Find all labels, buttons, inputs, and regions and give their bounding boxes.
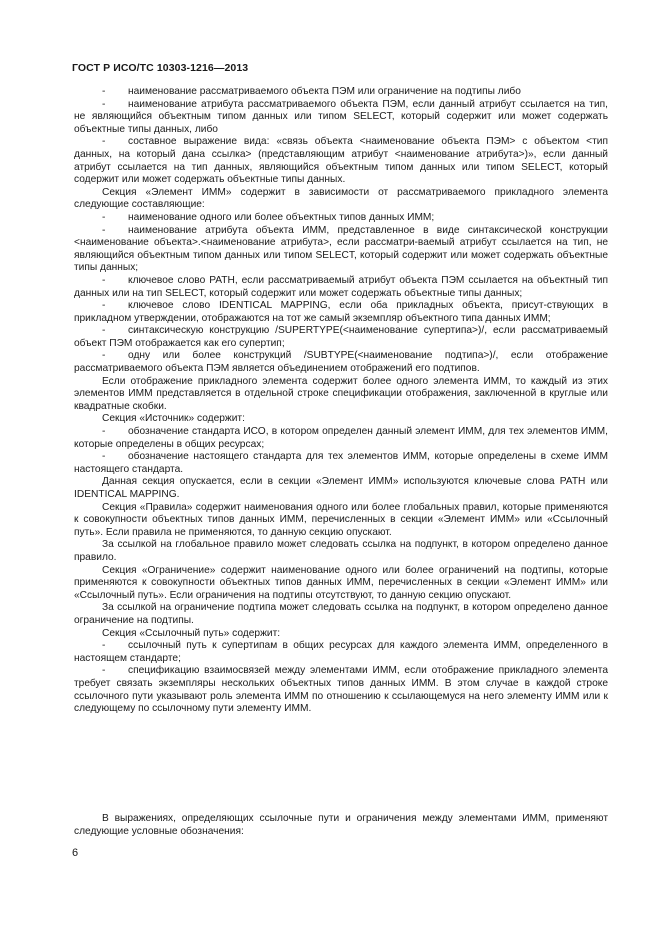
- list-item: - обозначение настоящего стандарта для тех элементов ИММ, которые определены в схеме ИММ настоящего стандарта.: [74, 451, 608, 475]
- paragraph: Секция «Правила» содержит наименования одного или более глобальных правил, которые применяются к совокупности объектных типов данных ИММ, перечисленных в секции «Элемент ИММ» или «Ссылочный путь». Если правила не применяются, то данную секцию опускают.: [74, 501, 608, 538]
- paragraph: Секция «Ссылочный путь» содержит:: [102, 627, 281, 639]
- paragraph: Секция «Элемент ИММ» содержит в зависимости от рассматриваемого прикладного элемента следующие составляющие:: [74, 186, 608, 211]
- list-item: - синтаксическую конструкцию /SUPERTYPE(<наименование супертипа>)/, если рассматриваемый объект ПЭМ отображается как его супертип;: [74, 325, 608, 349]
- list-item: - ключевое слово IDENTICAL MAPPING, если оба прикладных объекта, присут-ствующих в прикладном утверждении, отображаются на тот же самый экземпляр объектного типа данных ИММ;: [74, 300, 608, 324]
- document-header: ГОСТ Р ИСО/ТС 10303-1216—2013: [72, 62, 249, 74]
- page-number: 6: [72, 847, 79, 859]
- list-item: - одну или более конструкций /SUBTYPE(<наименование подтипа>)/, если отображение рассматриваемого объекта ПЭМ является объединением отображений его подтипов.: [74, 350, 608, 375]
- list-item: - наименование атрибута рассматриваемого объекта ПЭМ, если данный атрибут ссылается на тип, не являющийся объектным типом данных или типом SELECT, который содержит или может содержать объектные типы данных, либо: [74, 98, 608, 135]
- list-item: - наименование одного или более объектных типов данных ИММ;: [102, 211, 435, 223]
- list-item: - составное выражение вида: «связь объекта <наименование объекта ПЭМ> с объектом <тип данных, на который дана ссылка> (представляющим атрибут <наименование атрибута>)», если данный атрибут ссылается на тип данных, являющийся объектным типом данных или типом SELECT, который содержит или может содержать объектные типы данных.: [74, 136, 608, 186]
- paragraph: Данная секция опускается, если в секции «Элемент ИММ» используются ключевые слова PATH или IDENTICAL MAPPING.: [74, 476, 608, 500]
- paragraph: За ссылкой на ограничение подтипа может следовать ссылка на подпункт, в котором определено данное ограничение на подтипы.: [74, 602, 608, 626]
- main-text: [74, 86, 608, 716]
- paragraph: В выражениях, определяющих ссылочные пути и ограничения между элементами ИММ, применяют следующие условные обозначения:: [74, 813, 608, 837]
- list-item: - спецификацию взаимосвязей между элементами ИММ, если отображение прикладного элемента требует связать экземпляры нескольких объектных типов данных ИММ. В этом случае в каждой строке ссылочного пути указывают роль элемента ИММ по отношению к ссылающемуся на него элементу ИММ или к следующему по ссылочному пути элементу ИММ.: [74, 665, 608, 715]
- paragraph: За ссылкой на глобальное правило может следовать ссылка на подпункт, в котором определено данное правило.: [74, 539, 608, 563]
- list-item: - ключевое слово PATH, если рассматриваемый атрибут объекта ПЭМ ссылается на объектный тип данных или на тип SELECT, который содержит или может содержать объектные типы данных;: [74, 274, 608, 299]
- list-item: - ссылочный путь к супертипам в общих ресурсах для каждого элемента ИММ, определенного в настоящем стандарте;: [74, 640, 608, 664]
- list-item: - наименование рассматриваемого объекта ПЭМ или ограничение на подтипы либо: [102, 86, 521, 97]
- list-item: - обозначение стандарта ИСО, в котором определен данный элемент ИММ, для тех элементов ИММ, которые определены в общих ресурсах;: [74, 426, 608, 450]
- paragraph: Секция «Ограничение» содержит наименование одного или более ограничений на подтипы, которые применяются к совокупности объектных типов данных ИММ, перечисленных в секции «Элемент ИММ» или «Ссылочный путь». Если ограничения на подтипы отсутствуют, то данную секцию опускают.: [74, 564, 608, 601]
- paragraph: Если отображение прикладного элемента содержит более одного элемента ИММ, то каждый из этих элементов ИММ представляется в отдельной строке спецификации отображения, заключенной в круглые или квадратные скобки.: [74, 375, 608, 412]
- bottom-text: [74, 813, 608, 838]
- list-item: - наименование атрибута объекта ИММ, представленное в виде синтаксической конструкции <наименование объекта>.<наименование атрибута>, если рассматри-ваемый атрибут ссылается на тип, не являющийся объектным типом данных или типом SELECT, который содержит или может содержать объектные типы данных;: [74, 224, 608, 274]
- paragraph: Секция «Источник» содержит:: [102, 413, 245, 425]
